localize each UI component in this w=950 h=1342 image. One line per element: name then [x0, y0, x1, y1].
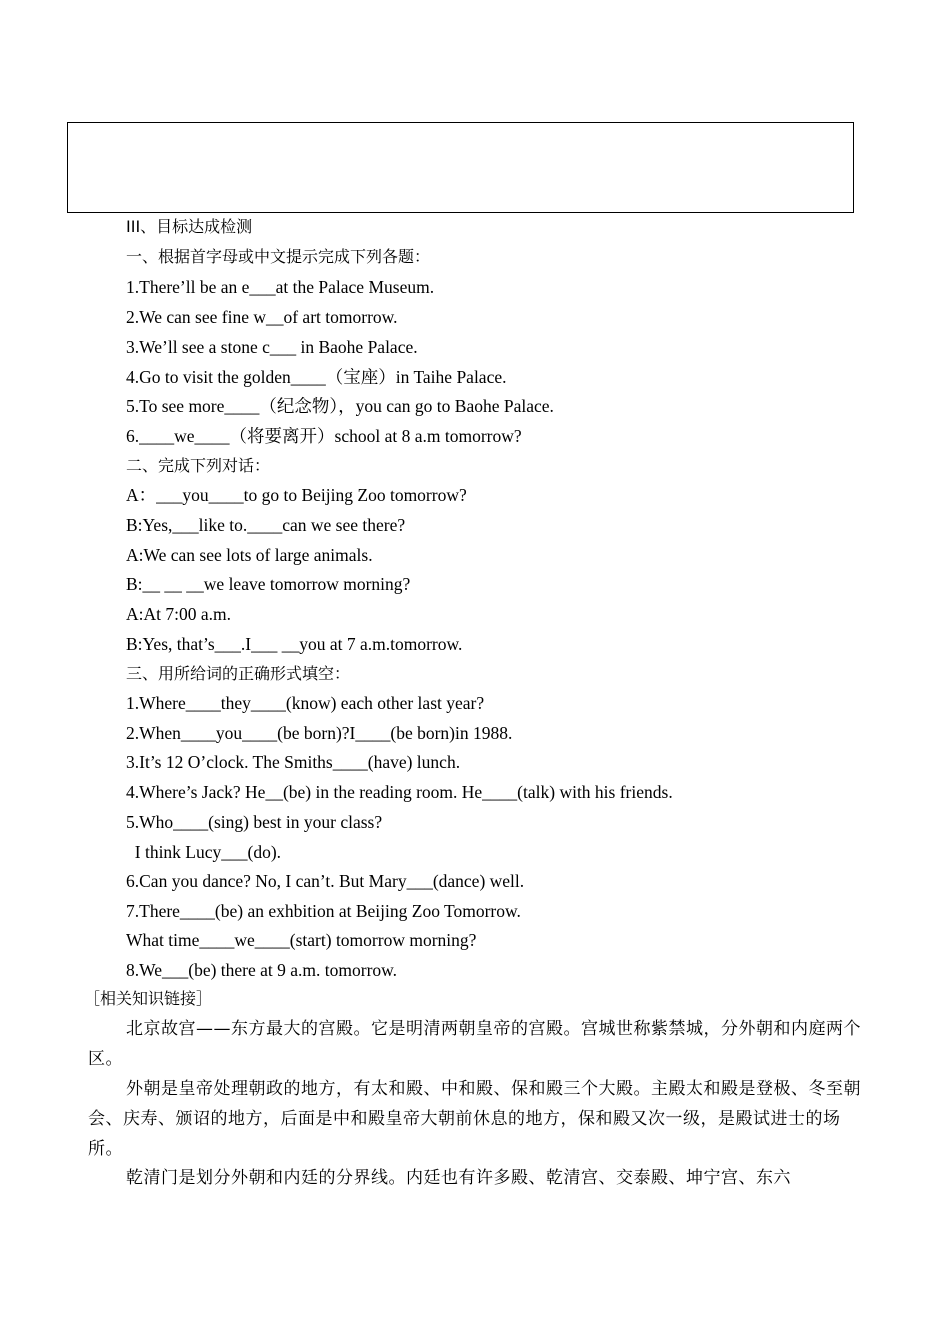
part3-item: What time____we____(start) tomorrow morning?	[126, 930, 477, 950]
part3-item: 4.Where’s Jack? He__(be) in the reading room. He____(talk) with his friends.	[126, 782, 673, 802]
section-title: III、目标达成检测	[126, 217, 253, 236]
part3-item: I think Lucy___(do).	[126, 842, 282, 862]
dialogue-line: B:__ __ __we leave tomorrow morning?	[126, 574, 411, 594]
part1-item: 4.Go to visit the golden____（宝座）in Taihe Palace.	[126, 367, 507, 387]
part2-heading: 二、完成下列对话：	[126, 456, 271, 475]
dialogue-line: A:We can see lots of large animals.	[126, 545, 373, 565]
answer-box	[67, 122, 854, 213]
part1-item: 6.____we____（将要离开）school at 8 a.m tomorrow?	[126, 426, 522, 446]
knowledge-paragraph	[88, 1163, 863, 1193]
part3-item: 5.Who____(sing) best in your class?	[126, 812, 383, 832]
part1-heading: 一、根据首字母或中文提示完成下列各题：	[126, 247, 431, 266]
part3-item: 6.Can you dance? No, I can’t. But Mary___(dance) well.	[126, 871, 525, 891]
part1-item: 5.To see more____（纪念物），you can go to Baohe Palace.	[126, 396, 554, 416]
knowledge-paragraph-text: 外朝是皇帝处理朝政的地方，有太和殿、中和殿、保和殿三个大殿。主殿太和殿是登极、冬至朝会、庆寿、颁诏的地方，后面是中和殿皇帝大朝前休息的地方，保和殿又次一级，是殿试进士的场所。	[88, 1079, 861, 1159]
knowledge-heading: ［相关知识链接］	[84, 989, 213, 1008]
part3-item: 3.It’s 12 O’clock. The Smiths____(have) lunch.	[126, 752, 461, 772]
part3-item: 7.There____(be) an exhbition at Beijing Zoo Tomorrow.	[126, 901, 521, 921]
dialogue-line: A：___you____to go to Beijing Zoo tomorrow?	[126, 485, 467, 505]
dialogue-line: B:Yes, that’s___.I___ __you at 7 a.m.tomorrow.	[126, 634, 463, 654]
part1-item: 3.We’ll see a stone c___ in Baohe Palace.	[126, 337, 418, 357]
dialogue-line: A:At 7:00 a.m.	[126, 604, 231, 624]
knowledge-paragraph	[88, 1074, 863, 1164]
dialogue-line: B:Yes,___like to.____can we see there?	[126, 515, 406, 535]
part3-item: 1.Where____they____(know) each other last year?	[126, 693, 485, 713]
knowledge-paragraph-text: 乾清门是划分外朝和内廷的分界线。内廷也有许多殿、乾清宫、交泰殿、坤宁宫、东六	[126, 1168, 791, 1188]
part1-item: 2.We can see fine w__of art tomorrow.	[126, 307, 398, 327]
knowledge-paragraph	[88, 1014, 863, 1074]
part3-item: 8.We___(be) there at 9 a.m. tomorrow.	[126, 960, 398, 980]
part3-item: 2.When____you____(be born)?I____(be born)in 1988.	[126, 723, 513, 743]
part3-heading: 三、用所给词的正确形式填空：	[126, 664, 351, 683]
knowledge-paragraph-text: 北京故宫——东方最大的宫殿。它是明清两朝皇帝的宫殿。宫城世称紫禁城，分外朝和内庭两个区。	[88, 1019, 861, 1069]
part1-item: 1.There’ll be an e___at the Palace Museum.	[126, 277, 435, 297]
